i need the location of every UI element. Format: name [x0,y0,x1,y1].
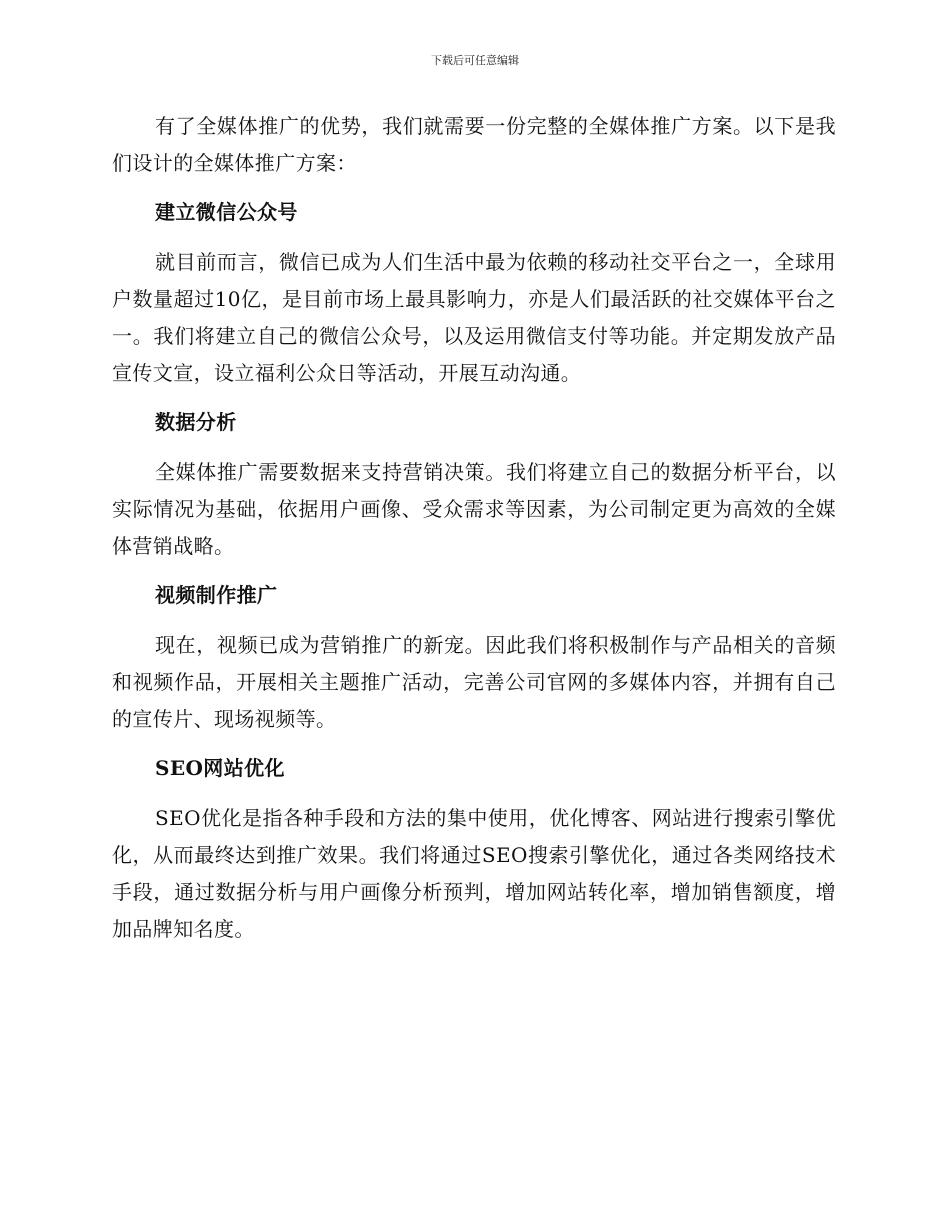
section-data-analysis [112,404,836,565]
intro-paragraph: 有了全媒体推广的优势，我们就需要一份完整的全媒体推广方案。以下是我们设计的全媒体推广方案： [112,114,836,175]
section-heading-video: 视频制作推广 [155,583,278,607]
section-body-video: 现在，视频已成为营销推广的新宠。因此我们将积极制作与产品相关的音频和视频作品，开展相关主题推广活动，完善公司官网的多媒体内容，并拥有自己的宣传片、现场视频等。 [112,633,836,731]
page-header: 下载后可任意编辑 [431,54,519,67]
section-video [112,577,836,738]
section-seo [112,750,836,948]
section-body-wechat: 就目前而言，微信已成为人们生活中最为依赖的移动社交平台之一，全球用户数量超过10亿，是目前市场上最具影响力，亦是人们最活跃的社交媒体平台之一。我们将建立自己的微信公众号，以及运用微信支付等功能。并定期发放产品宣传文宣，设立福利公众日等活动，开展互动沟通。 [112,250,836,385]
document-body [112,108,836,960]
section-heading-wechat: 建立微信公众号 [155,200,298,224]
section-wechat [112,194,836,392]
section-heading-seo: SEO网站优化 [155,756,285,780]
section-body-seo: SEO优化是指各种手段和方法的集中使用，优化博客、网站进行搜索引擎优化，从而最终达到推广效果。我们将通过SEO搜索引擎优化，通过各类网络技术手段，通过数据分析与用户画像分析预判，增加网站转化率，增加销售额度，增加品牌知名度。 [112,806,836,941]
section-heading-data-analysis: 数据分析 [155,410,237,434]
section-body-data-analysis: 全媒体推广需要数据来支持营销决策。我们将建立自己的数据分析平台，以实际情况为基础，依据用户画像、受众需求等因素，为公司制定更为高效的全媒体营销战略。 [112,460,836,558]
